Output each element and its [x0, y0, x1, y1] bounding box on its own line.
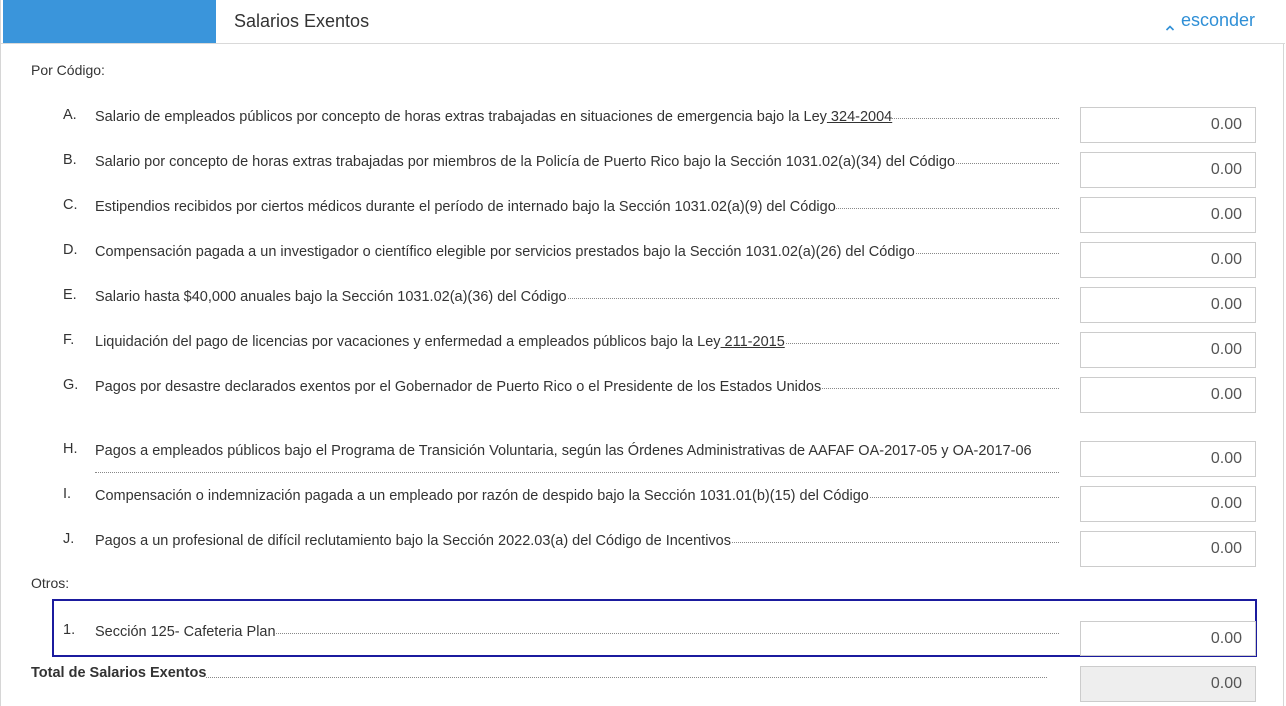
item-description: Estipendios recibidos por ciertos médicos durante el período de internado bajo la Sección 1031.02(a)(9) del Código	[95, 199, 836, 215]
otros-label: Otros:	[31, 575, 70, 591]
panel-header	[1, 0, 1285, 44]
law-324-2004-link[interactable]: 324-2004	[826, 109, 893, 125]
item-description: Salario hasta $40,000 anuales bajo la Sección 1031.02(a)(36) del Código	[95, 289, 567, 305]
item-letter: A.	[63, 107, 77, 123]
item-letter: B.	[63, 152, 77, 168]
total-amount-field	[1080, 666, 1256, 702]
item-letter: I.	[63, 486, 72, 502]
item-j-amount-input[interactable]	[1080, 531, 1256, 567]
item-letter: D.	[63, 242, 78, 258]
item-b-amount-input[interactable]	[1080, 152, 1256, 188]
item-description: Pagos por desastre declarados exentos por el Gobernador de Puerto Rico o el Presidente de los Estados Unidos	[95, 379, 822, 395]
item-h-amount-input[interactable]	[1080, 441, 1256, 477]
item-letter: E.	[63, 287, 77, 303]
item-description: Liquidación del pago de licencias por vacaciones y enfermedad a empleados públicos bajo la Ley 211-2015	[95, 334, 785, 350]
hide-toggle-link[interactable]	[1165, 10, 1255, 31]
item-letter: G.	[63, 377, 79, 393]
header-accent-bar	[3, 0, 216, 43]
item-f-amount-input[interactable]	[1080, 332, 1256, 368]
item-description: Salario por concepto de horas extras trabajadas por miembros de la Policía de Puerto Rico bajo la Sección 1031.02(a)(34) del Código	[95, 154, 956, 170]
item-description: Pagos a un profesional de difícil reclutamiento bajo la Sección 2022.03(a) del Código de Incentivos	[95, 533, 731, 549]
item-letter: F.	[63, 332, 75, 348]
item-letter: J.	[63, 531, 75, 547]
item-d-amount-input[interactable]	[1080, 242, 1256, 278]
item-letter: H.	[63, 441, 78, 457]
chevron-up-icon	[1165, 17, 1175, 27]
por-codigo-label: Por Código:	[31, 62, 105, 78]
item-c-amount-input[interactable]	[1080, 197, 1256, 233]
dotted-leader	[95, 472, 1059, 473]
item-e-amount-input[interactable]	[1080, 287, 1256, 323]
item-letter: C.	[63, 197, 78, 213]
item-g-amount-input[interactable]	[1080, 377, 1256, 413]
item-description: Compensación o indemnización pagada a un empleado por razón de despido bajo la Sección 1031.01(b)(15) del Código	[95, 488, 869, 504]
item-description: Compensación pagada a un investigador o científico elegible por servicios prestados bajo la Sección 1031.02(a)(26) del Código	[95, 244, 915, 260]
law-211-2015-link[interactable]: 211-2015	[720, 334, 785, 350]
item-letter: 1.	[63, 622, 76, 638]
item-a-amount-input[interactable]	[1080, 107, 1256, 143]
item-i-amount-input[interactable]	[1080, 486, 1256, 522]
item-description: Salario de empleados públicos por concepto de horas extras trabajadas en situaciones de emergencia bajo la Ley 324-2004	[95, 109, 893, 125]
hide-toggle-label: esconder	[1180, 10, 1255, 30]
total-label: Total de Salarios Exentos	[31, 665, 207, 681]
cafeteria-plan-amount-input[interactable]	[1080, 621, 1256, 656]
item-description: Pagos a empleados públicos bajo el Programa de Transición Voluntaria, según las Órdenes Administrativas de AAFAF OA-2017-05 y OA-2017-06	[95, 443, 1032, 459]
panel-title: Salarios Exentos	[234, 11, 370, 31]
item-description: Sección 125- Cafeteria Plan	[95, 624, 276, 640]
